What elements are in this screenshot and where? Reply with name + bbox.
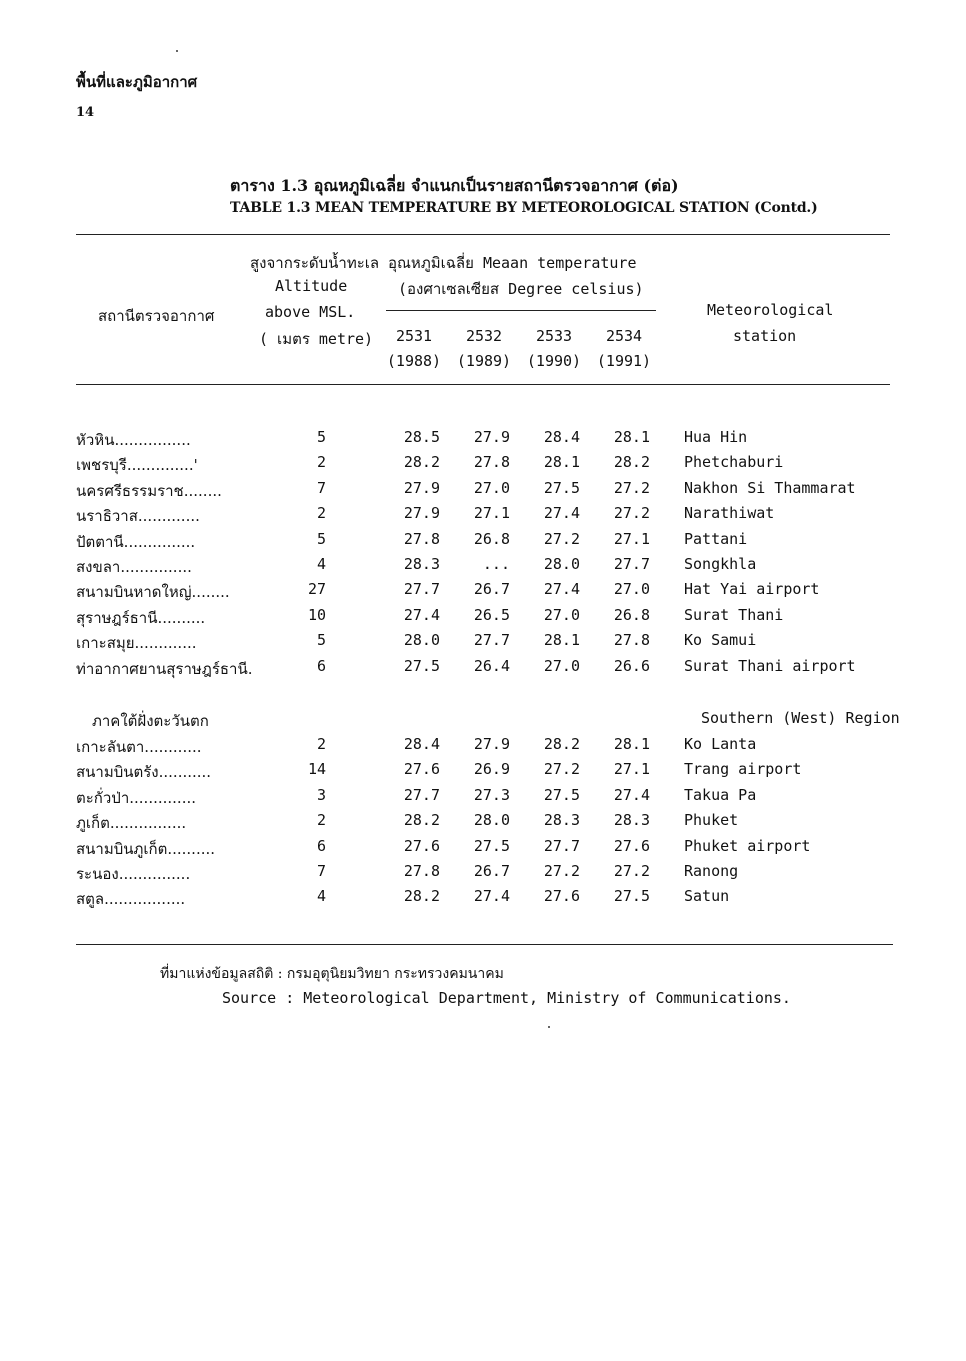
temperature-value: 28.3 [613, 811, 650, 830]
temperature-value: 27.5 [543, 478, 580, 497]
column-header-altitude-thai: สูงจากระดับน้ำทะเล [250, 254, 380, 272]
altitude-value: 7 [316, 478, 326, 497]
station-name-english: Narathiwat [684, 504, 775, 523]
temperature-value: 27.2 [613, 478, 650, 497]
temperature-value: 28.2 [403, 887, 440, 906]
temperature-value: 26.8 [613, 605, 650, 624]
temperature-value: 28.1 [613, 735, 650, 753]
temperature-value: 27.9 [403, 504, 440, 523]
temperature-value: 27.6 [403, 836, 440, 855]
station-name-thai: สนามบินภูเก็ต.......... [76, 839, 216, 858]
column-header-temperature-unit: (องศาเซลเซียส Degree celsius) [398, 280, 644, 298]
scan-dot [548, 1026, 550, 1028]
station-name-english: Trang airport [684, 760, 802, 779]
station-name-english: Phuket airport [684, 836, 811, 855]
source-thai: ที่มาแห่งข้อมูลสถิติ : กรมอุตุนิยมวิทยา กระทรวงคมนาคม [160, 966, 504, 982]
temperature-value: 27.8 [473, 453, 510, 472]
temperature-value: 27.7 [403, 580, 440, 599]
altitude-value: 2 [316, 504, 326, 523]
station-name-thai: ตะกั่วป่า.............. [76, 788, 196, 807]
temperature-value: 27.5 [613, 887, 650, 906]
station-name-thai: สนามบินหาดใหญ่........ [76, 583, 230, 602]
temperature-value: 27.7 [403, 785, 440, 804]
station-name-thai: เกาะลันตา............ [76, 738, 202, 756]
station-name-english: Pattani [684, 529, 748, 548]
temperature-value: 28.1 [613, 428, 650, 446]
station-name-thai: สงขลา............... [76, 558, 192, 576]
altitude-value: 14 [307, 760, 326, 779]
temperature-value: 26.4 [473, 656, 510, 675]
temperature-value: 27.8 [613, 631, 650, 650]
altitude-value: 27 [307, 580, 326, 599]
altitude-value: 2 [316, 735, 326, 753]
temperature-value: 27.4 [473, 887, 510, 906]
station-name-english: Satun [684, 887, 730, 906]
temperature-value: 28.3 [543, 811, 580, 830]
temperature-value: 28.2 [613, 453, 650, 472]
temperature-value: 27.5 [473, 836, 510, 855]
temperature-value: 28.0 [403, 631, 440, 650]
temperature-value: 27.4 [543, 580, 580, 599]
station-name-thai: เกาะสมุย............. [76, 634, 197, 653]
column-header-temperature [388, 251, 636, 275]
source-english: Source : Meteorological Department, Ministry of Communications. [222, 989, 791, 1007]
temperature-value: 27.2 [613, 504, 650, 523]
year-ce-1989: (1989) [456, 352, 512, 370]
region-heading-english: Southern (West) Region [701, 709, 900, 727]
temperature-value: 27.6 [403, 760, 440, 779]
altitude-value: 4 [316, 555, 326, 573]
station-name-english: Surat Thani airport [684, 656, 856, 675]
temperature-value: 27.2 [543, 529, 580, 548]
temperature-value: 26.9 [473, 760, 510, 779]
altitude-value: 7 [316, 862, 326, 880]
temperature-value: ... [482, 555, 510, 573]
station-name-thai: หัวหิน................ [76, 431, 191, 449]
temperature-english: Meaan temperature [482, 254, 637, 272]
table-title-thai: ตาราง 1.3 อุณหภูมิเฉลี่ย จำแนกเป็นรายสถานีตรวจอากาศ (ต่อ) [230, 176, 679, 195]
station-name-thai: นครศรีธรรมราช........ [76, 481, 222, 500]
temperature-value: 27.7 [473, 631, 510, 650]
temperature-value: 27.0 [543, 656, 580, 675]
altitude-value: 6 [316, 656, 326, 675]
year-be-2534: 2534 [605, 327, 643, 345]
altitude-value: 3 [316, 785, 326, 804]
temperature-value: 28.4 [403, 735, 440, 753]
column-header-station-thai: สถานีตรวจอากาศ [98, 307, 215, 325]
station-name-english: Surat Thani [684, 605, 784, 624]
temperature-value: 28.2 [543, 735, 580, 753]
temperature-value: 27.0 [543, 605, 580, 624]
temperature-value: 27.6 [613, 836, 650, 855]
page-number: 14 [76, 105, 95, 120]
year-ce-1990: (1990) [526, 352, 582, 370]
temperature-value: 28.4 [543, 428, 580, 446]
temperature-value: 26.7 [473, 580, 510, 599]
station-name-english: Ranong [684, 862, 739, 880]
temperature-value: 27.0 [613, 580, 650, 599]
temperature-value: 28.3 [403, 555, 440, 573]
station-name-english: Phuket [684, 811, 739, 830]
temperature-value: 27.1 [613, 760, 650, 779]
table-title-english: TABLE 1.3 MEAN TEMPERATURE BY METEOROLOGICAL STATION (Contd.) [230, 200, 818, 216]
temperature-value: 28.2 [403, 811, 440, 830]
altitude-value: 5 [316, 631, 326, 650]
station-name-thai: ระนอง............... [76, 865, 191, 883]
temperature-value: 27.8 [403, 862, 440, 880]
year-ce-1991: (1991) [596, 352, 652, 370]
station-name-thai: เพชรบุรี..............' [76, 456, 198, 475]
temperature-value: 27.4 [403, 605, 440, 624]
temperature-value: 28.1 [543, 453, 580, 472]
temperature-value: 27.3 [473, 785, 510, 804]
temperature-value: 27.8 [403, 529, 440, 548]
altitude-value: 2 [316, 811, 326, 830]
altitude-value: 10 [307, 605, 326, 624]
temperature-value: 27.2 [543, 862, 580, 880]
station-name-thai: นราธิวาส............. [76, 507, 200, 526]
header-bottom-rule [76, 384, 890, 385]
station-name-english: Ko Lanta [684, 735, 757, 753]
temperature-value: 27.6 [543, 887, 580, 906]
altitude-value: 5 [316, 428, 326, 446]
station-name-thai: ท่าอากาศยานสุราษฎร์ธานี. [76, 659, 253, 678]
year-ce-1988: (1988) [386, 352, 442, 370]
temperature-value: 27.4 [613, 785, 650, 804]
altitude-value: 6 [316, 836, 326, 855]
year-be-2531: 2531 [395, 327, 433, 345]
temperature-subheader-rule [386, 310, 656, 311]
station-name-english: Hat Yai airport [684, 580, 820, 599]
temperature-value: 28.1 [543, 631, 580, 650]
altitude-value: 5 [316, 529, 326, 548]
year-be-2532: 2532 [465, 327, 503, 345]
temperature-value: 27.2 [543, 760, 580, 779]
station-name-thai: สตูล................. [76, 890, 186, 909]
column-header-station-en-2: station [733, 327, 797, 345]
column-header-station-en: Meteorological [707, 301, 834, 319]
temperature-value: 28.0 [543, 555, 580, 573]
temperature-value: 28.5 [403, 428, 440, 446]
station-name-thai: ปัตตานี............... [76, 532, 196, 551]
station-name-english: Takua Pa [684, 785, 757, 804]
temperature-value: 27.5 [543, 785, 580, 804]
station-name-thai: ภูเก็ต................ [76, 814, 187, 833]
temperature-value: 26.7 [473, 862, 510, 880]
table-top-rule [76, 234, 890, 235]
region-heading-thai: ภาคใต้ฝั่งตะวันตก [92, 712, 209, 730]
column-header-altitude-en-2: above MSL. [265, 303, 356, 321]
temperature-value: 27.7 [543, 836, 580, 855]
altitude-value: 4 [316, 887, 326, 906]
temperature-thai: อุณหภูมิเฉลี่ย [388, 254, 474, 272]
station-name-english: Nakhon Si Thammarat [684, 478, 856, 497]
temperature-value: 26.5 [473, 605, 510, 624]
temperature-value: 28.0 [473, 811, 510, 830]
temperature-value: 28.2 [403, 453, 440, 472]
year-be-2533: 2533 [535, 327, 573, 345]
temperature-value: 27.4 [543, 504, 580, 523]
temperature-value: 27.9 [473, 428, 510, 446]
station-name-thai: สนามบินตรัง........... [76, 763, 212, 782]
temperature-value: 27.9 [473, 735, 510, 753]
temperature-value: 27.2 [613, 862, 650, 880]
temperature-value: 26.6 [613, 656, 650, 675]
station-name-english: Ko Samui [684, 631, 757, 650]
temperature-value: 27.7 [613, 555, 650, 573]
temperature-value: 27.0 [473, 478, 510, 497]
column-header-altitude-unit: ( เมตร metre) [259, 330, 374, 348]
section-header: พื้นที่และภูมิอากาศ [76, 73, 198, 91]
temperature-value: 26.8 [473, 529, 510, 548]
column-header-altitude-en: Altitude [275, 277, 348, 295]
station-name-english: Songkhla [684, 555, 757, 573]
temperature-value: 27.5 [403, 656, 440, 675]
station-name-english: Phetchaburi [684, 453, 784, 472]
temperature-value: 27.1 [473, 504, 510, 523]
temperature-value: 27.1 [613, 529, 650, 548]
scan-dot [176, 50, 178, 52]
table-bottom-rule [76, 944, 893, 945]
altitude-value: 2 [316, 453, 326, 472]
station-name-thai: สุราษฎร์ธานี.......... [76, 608, 206, 627]
temperature-value: 27.9 [403, 478, 440, 497]
station-name-english: Hua Hin [684, 428, 748, 446]
